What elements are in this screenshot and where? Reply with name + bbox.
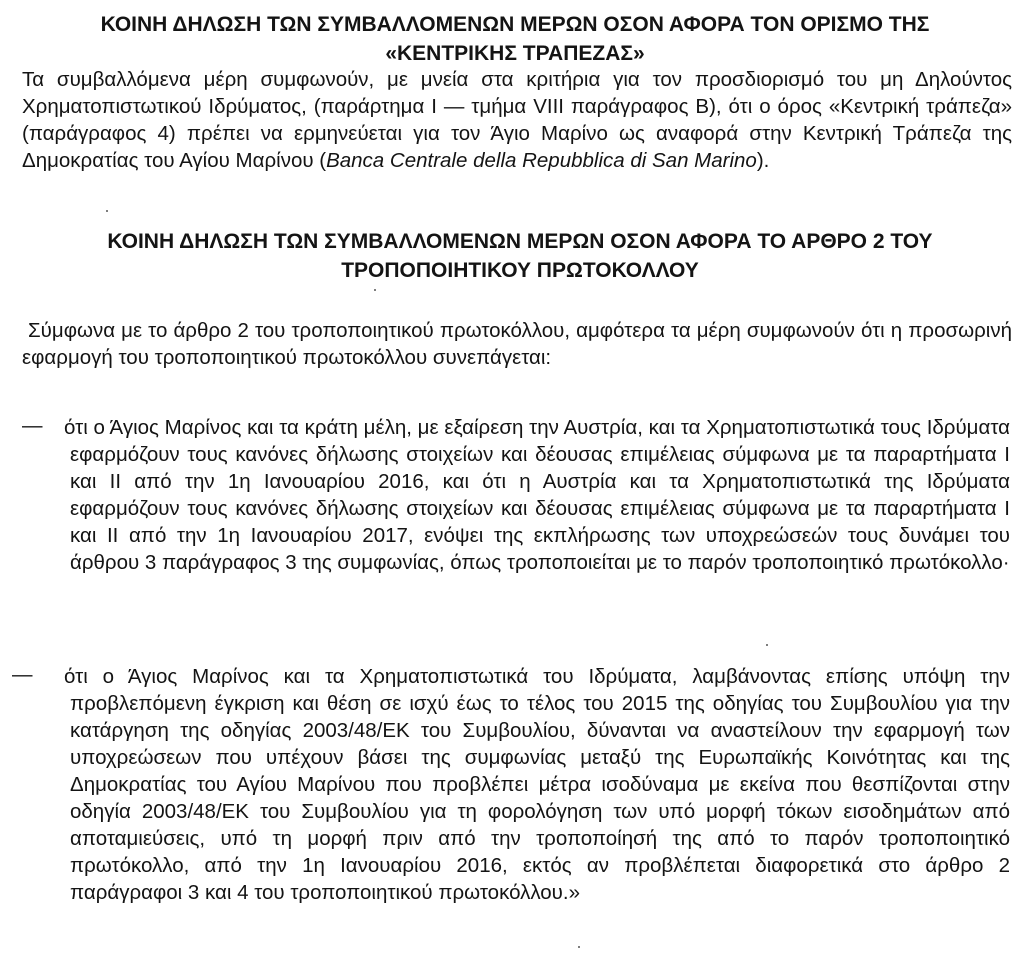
bank-name-italic: Banca Centrale della Repubblica di San Marino — [326, 149, 757, 172]
scan-speck — [766, 644, 768, 646]
paragraph-central-bank-end: ). — [756, 149, 770, 172]
list-item-text: ότι ο Άγιος Μαρίνος και τα Χρηματοπιστωτικά του Ιδρύματα, λαμβάνοντας επίσης υπόψη την προβλεπόμενη έγκριση και θέση σε ισχύ έως το τέλος του 2015 της οδηγίας του Συμβουλίου για την κατάργηση της οδηγίας 2003/48/ΕΚ του Συμβουλίου, δύνανται να αναστείλουν την εφαρμογή των υποχρεώσεων που υπέχουν βάσει της συμφωνίας μεταξύ της Ευρωπαϊκής Κοινότητας και της Δημοκρατίας του Αγίου Μαρίνου που προβλέπει μέτρα ισοδύναμα με εκείνα που θεσπίζονται στην οδηγία 2003/48/ΕΚ του Συμβουλίου για τη φορολόγηση των υπό μορφή τόκων εισοδημάτων από αποταμιεύσεις, υπό τη μορφή πριν από την τροποποίησή της από το παρόν τροποποιητικό πρωτόκολλο, από την 1η Ιανουαρίου 2016, εκτός αν προβλέπεται διαφορετικά στο άρθρο 2 παράγραφοι 3 και 4 του τροποποιητικού πρωτοκόλλου.» — [64, 665, 1010, 904]
paragraph-central-bank — [22, 66, 1012, 174]
scan-speck — [578, 946, 580, 948]
paragraph-article-2-intro: Σύμφωνα με το άρθρο 2 του τροποποιητικού πρωτοκόλλου, αμφότερα τα μέρη συμφωνούν ότι η προσωρινή εφαρμογή του τροποποιητικού πρωτοκόλλου συνεπάγεται: — [22, 319, 1012, 369]
scan-speck — [374, 289, 376, 291]
paragraph-central-bank-text: Τα συμβαλλόμενα μέρη συμφωνούν, με μνεία στα κριτήρια για τον προσδιορισμό του μη Δηλούντος Χρηματοπιστωτικού Ιδρύματος, (παράρτημα Ι — τμήμα VIII παράγραφος Β), ότι ο όρος «Κεντρική τράπεζα» (παράγραφος 4) πρέπει να ερμηνεύεται για τον Άγιο Μαρίνο ως αναφορά στην Κεντρική Τράπεζα της Δημοκρατίας του Αγίου Μαρίνου ( — [22, 68, 1012, 172]
heading-central-bank-definition: ΚΟΙΝΗ ΔΗΛΩΣΗ ΤΩΝ ΣΥΜΒΑΛΛΟΜΕΝΩΝ ΜΕΡΩΝ ΟΣΟΝ ΑΦΟΡΑ ΤΟΝ ΟΡΙΣΜΟ ΤΗΣ «ΚΕΝΤΡΙΚΗΣ ΤΡΑΠΕΖΑΣ» — [100, 13, 930, 65]
scan-speck — [106, 210, 108, 212]
dash-bullet: — — [12, 663, 33, 686]
list-item-text: ότι ο Άγιος Μαρίνος και τα κράτη μέλη, με εξαίρεση την Αυστρία, και τα Χρηματοπιστωτικά τους Ιδρύματα εφαρμόζουν τους κανόνες δήλωσης στοιχείων και δέουσας επιμέλειας σύμφωνα με τα παραρτήματα Ι και ΙΙ από την 1η Ιανουαρίου 2016, και ότι η Αυστρία και τα Χρηματοπιστωτικά της Ιδρύματα εφαρμόζουν τους κανόνες δήλωσης στοιχείων και δέουσας επιμέλειας σύμφωνα με τα παραρτήματα Ι και ΙΙ από την 1η Ιανουαρίου 2017, ενόψει της εκπλήρωσης των υποχρεώσεών τους δυνάμει του άρθρου 3 παράγραφος 3 της συμφωνίας, όπως τροποποιείται με το παρόν τροποποιητικό πρωτόκολλο· — [64, 416, 1010, 574]
heading-article-2: ΚΟΙΝΗ ΔΗΛΩΣΗ ΤΩΝ ΣΥΜΒΑΛΛΟΜΕΝΩΝ ΜΕΡΩΝ ΟΣΟΝ ΑΦΟΡΑ ΤΟ ΑΡΘΡΟ 2 ΤΟΥ ΤΡΟΠΟΠΟΙΗΤΙΚΟΥ ΠΡΩΤΟΚΟΛΛΟΥ — [107, 230, 933, 282]
dash-bullet: — — [22, 414, 43, 437]
